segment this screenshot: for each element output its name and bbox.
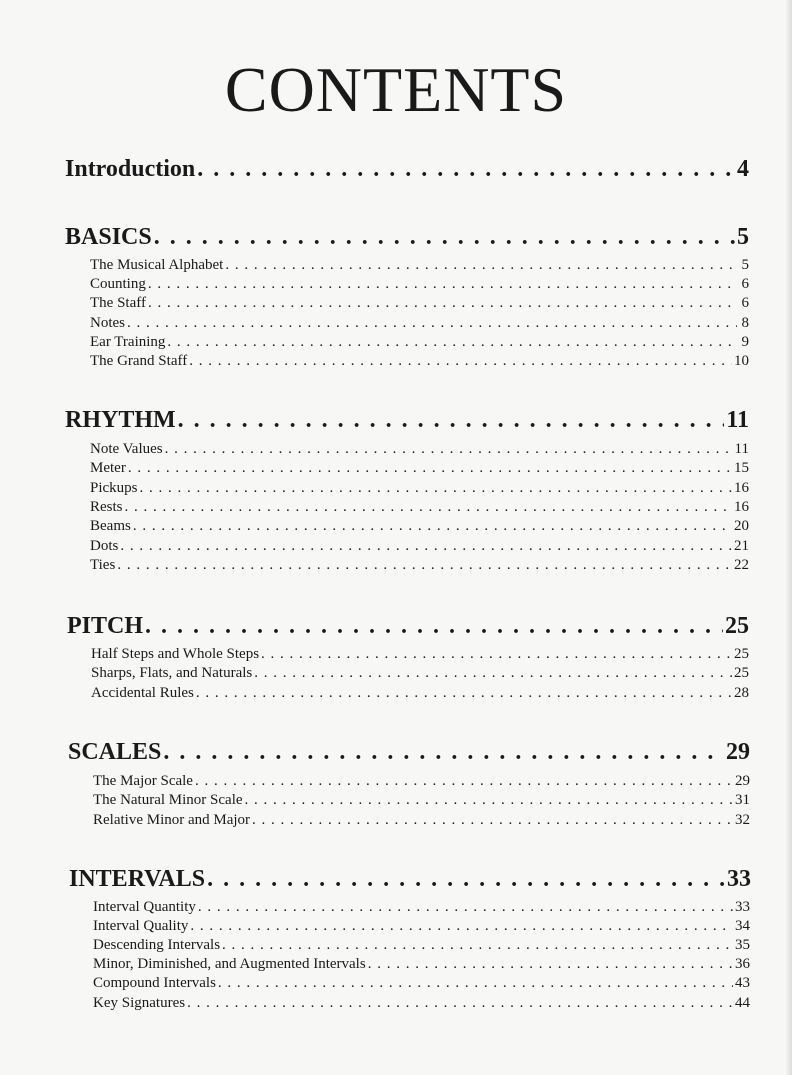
toc-item-page: 8 — [741, 315, 749, 331]
dot-leader — [261, 646, 732, 663]
toc-item-page: 16 — [734, 499, 749, 515]
toc-item[interactable] — [90, 557, 749, 576]
toc-item[interactable] — [93, 995, 750, 1014]
dot-leader — [128, 460, 732, 477]
toc-item-page: 15 — [734, 460, 749, 476]
toc-item-page: 6 — [741, 295, 749, 311]
toc-item[interactable] — [93, 956, 750, 975]
dot-leader — [154, 224, 735, 251]
toc-item-page: 28 — [734, 685, 749, 701]
toc-item-label: Beams — [90, 518, 131, 534]
toc-entry-label: Introduction — [65, 156, 196, 182]
toc-item-label: Dots — [90, 538, 119, 554]
toc-section-label: RHYTHM — [65, 407, 176, 433]
dot-leader — [197, 156, 735, 183]
dot-leader — [163, 739, 724, 766]
toc-entry-page: 4 — [737, 156, 749, 182]
toc-item-label: The Major Scale — [93, 773, 193, 789]
dot-leader — [190, 918, 733, 935]
toc-item-label: Meter — [90, 460, 126, 476]
toc-section-label: INTERVALS — [69, 866, 206, 892]
page-title: CONTENTS — [224, 54, 568, 125]
dot-leader — [165, 441, 733, 458]
toc-item-label: Note Values — [90, 441, 163, 457]
toc-item-page: 16 — [734, 480, 749, 496]
dot-leader — [198, 899, 733, 916]
toc-section-rhythm[interactable] — [65, 407, 749, 437]
dot-leader — [368, 956, 733, 973]
toc-section-label: SCALES — [68, 739, 162, 765]
dot-leader — [222, 937, 733, 954]
toc-item[interactable] — [90, 460, 749, 479]
dot-leader — [254, 665, 732, 682]
toc-item[interactable] — [90, 480, 749, 499]
dot-leader — [225, 257, 737, 274]
toc-item-label: Pickups — [90, 480, 138, 496]
toc-item-label: Notes — [90, 315, 125, 331]
toc-item-label: Minor, Diminished, and Augmented Intervals — [93, 956, 366, 972]
toc-section-page: 25 — [725, 613, 749, 639]
dot-leader — [127, 315, 737, 332]
toc-item-label: Ear Training — [90, 334, 166, 350]
toc-item[interactable] — [93, 975, 750, 994]
toc-item-page: 32 — [735, 812, 750, 828]
toc-item-page: 6 — [741, 276, 749, 292]
dot-leader — [189, 353, 732, 370]
toc-section-page: 33 — [727, 866, 751, 892]
toc-item-page: 21 — [734, 538, 749, 554]
toc-section-scales[interactable] — [68, 739, 750, 769]
toc-item-page: 22 — [734, 557, 749, 573]
dot-leader — [117, 557, 732, 574]
toc-item[interactable] — [90, 499, 749, 518]
dot-leader — [218, 975, 733, 992]
toc-item[interactable] — [93, 899, 750, 918]
dot-leader — [120, 538, 732, 555]
toc-item-label: Half Steps and Whole Steps — [91, 646, 260, 662]
toc-item-page: 11 — [734, 441, 749, 457]
toc-item[interactable] — [93, 937, 750, 956]
toc-item[interactable] — [90, 276, 749, 295]
toc-item[interactable] — [93, 918, 750, 937]
toc-item-page: 20 — [734, 518, 749, 534]
dot-leader — [178, 407, 725, 434]
toc-section-basics[interactable] — [65, 224, 749, 254]
toc-item[interactable] — [90, 257, 749, 276]
dot-leader — [207, 866, 725, 893]
dot-leader — [187, 995, 733, 1012]
toc-item-label: The Grand Staff — [90, 353, 188, 369]
toc-item[interactable] — [90, 334, 749, 353]
toc-item-label: Counting — [90, 276, 146, 292]
toc-item-page: 33 — [735, 899, 750, 915]
toc-item[interactable] — [90, 518, 749, 537]
toc-item-label: Rests — [90, 499, 123, 515]
toc-item[interactable] — [91, 646, 749, 665]
toc-item-page: 9 — [741, 334, 749, 350]
toc-item-label: Descending Intervals — [93, 937, 221, 953]
toc-section-label: BASICS — [65, 224, 152, 250]
toc-item-page: 5 — [741, 257, 749, 273]
dot-leader — [140, 480, 732, 497]
toc-item-label: Compound Intervals — [93, 975, 216, 991]
toc-section-page: 11 — [726, 407, 749, 433]
toc-item-label: Sharps, Flats, and Naturals — [91, 665, 253, 681]
dot-leader — [133, 518, 732, 535]
toc-item-page: 29 — [735, 773, 750, 789]
toc-item-label: Interval Quantity — [93, 899, 196, 915]
toc-item-page: 25 — [734, 646, 749, 662]
toc-item-page: 25 — [734, 665, 749, 681]
toc-section-pitch[interactable] — [67, 613, 749, 643]
toc-item-page: 36 — [735, 956, 750, 972]
toc-item[interactable] — [93, 773, 750, 792]
page-edge-shadow — [786, 0, 792, 1075]
toc-item-label: The Musical Alphabet — [90, 257, 224, 273]
toc-item[interactable] — [90, 353, 749, 372]
toc-section-label: PITCH — [67, 613, 144, 639]
toc-item-page: 35 — [735, 937, 750, 953]
toc-item[interactable] — [90, 315, 749, 334]
dot-leader — [148, 276, 737, 293]
dot-leader — [125, 499, 732, 516]
dot-leader — [148, 295, 737, 312]
dot-leader — [196, 685, 732, 702]
toc-item[interactable] — [91, 665, 749, 684]
toc-item-page: 43 — [735, 975, 750, 991]
toc-section-page: 29 — [726, 739, 750, 765]
dot-leader — [252, 812, 733, 829]
toc-item[interactable] — [90, 295, 749, 314]
toc-entry-introduction[interactable] — [65, 156, 749, 186]
toc-item-page: 34 — [735, 918, 750, 934]
dot-leader — [245, 792, 733, 809]
toc-item[interactable] — [90, 538, 749, 557]
toc-item[interactable] — [93, 792, 750, 811]
toc-item-label: Relative Minor and Major — [93, 812, 251, 828]
dot-leader — [145, 613, 723, 640]
toc-item-label: Key Signatures — [93, 995, 186, 1011]
dot-leader — [167, 334, 737, 351]
toc-item-label: The Natural Minor Scale — [93, 792, 243, 808]
toc-item[interactable] — [93, 812, 750, 831]
toc-item-label: Ties — [90, 557, 116, 573]
toc-item[interactable] — [91, 685, 749, 704]
toc-item-label: Accidental Rules — [91, 685, 194, 701]
toc-item-page: 44 — [735, 995, 750, 1011]
toc-item-label: The Staff — [90, 295, 146, 311]
toc-item[interactable] — [90, 441, 749, 460]
toc-item-label: Interval Quality — [93, 918, 189, 934]
toc-item-page: 10 — [734, 353, 749, 369]
toc-section-page: 5 — [737, 224, 749, 250]
toc-item-page: 31 — [735, 792, 750, 808]
dot-leader — [195, 773, 733, 790]
toc-section-intervals[interactable] — [69, 866, 751, 896]
